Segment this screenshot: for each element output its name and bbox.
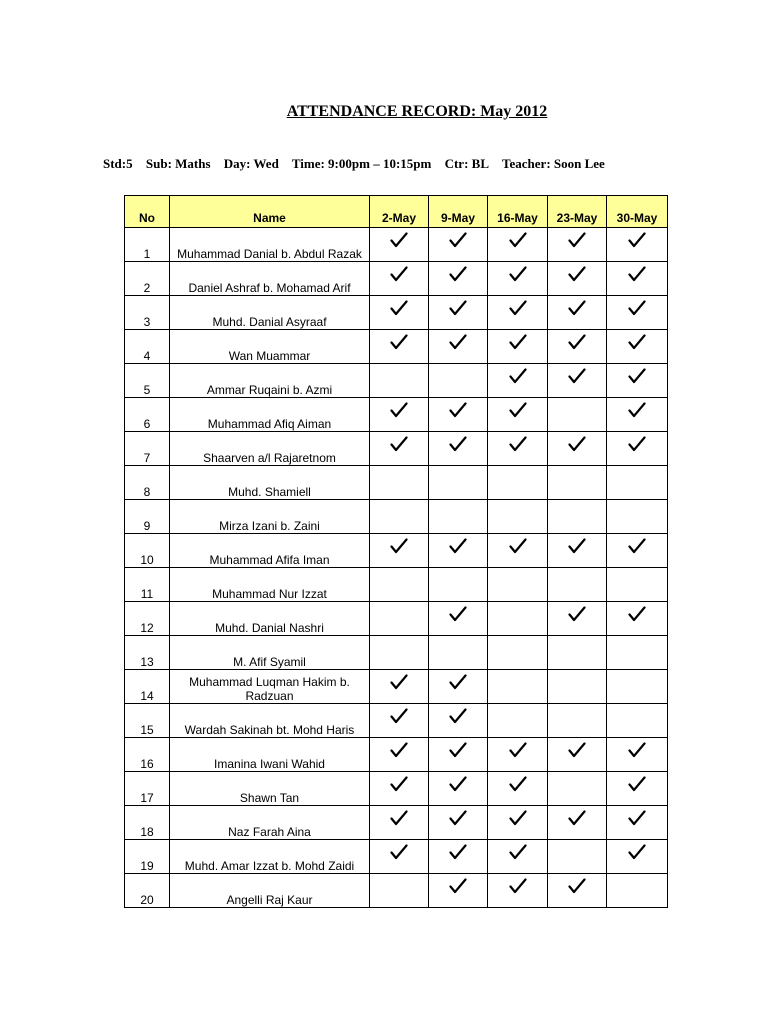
checkmark-icon — [509, 849, 527, 863]
table-row — [125, 500, 668, 534]
attendance-cell — [488, 568, 548, 602]
student-number: 18 — [125, 806, 170, 840]
attendance-cell — [548, 738, 607, 772]
attendance-cell — [548, 602, 607, 636]
checkmark-icon — [568, 611, 586, 625]
attendance-cell — [548, 228, 607, 262]
checkmark-icon — [628, 407, 646, 421]
attendance-table — [124, 195, 668, 908]
attendance-cell — [488, 398, 548, 432]
student-number: 9 — [125, 500, 170, 534]
attendance-cell — [607, 636, 668, 670]
attendance-cell — [607, 534, 668, 568]
attendance-cell — [370, 228, 429, 262]
student-name: Muhammad Afiq Aiman — [170, 398, 370, 432]
header-row — [125, 196, 668, 228]
attendance-cell — [607, 364, 668, 398]
attendance-cell — [370, 466, 429, 500]
student-number: 16 — [125, 738, 170, 772]
checkmark-icon — [568, 747, 586, 761]
student-name: Wardah Sakinah bt. Mohd Haris — [170, 704, 370, 738]
attendance-cell — [548, 534, 607, 568]
attendance-cell — [607, 432, 668, 466]
attendance-cell — [429, 636, 488, 670]
checkmark-icon — [449, 543, 467, 557]
student-name: Daniel Ashraf b. Mohamad Arif — [170, 262, 370, 296]
attendance-cell — [370, 704, 429, 738]
student-name: Shaarven a/l Rajaretnom — [170, 432, 370, 466]
checkmark-icon — [628, 441, 646, 455]
attendance-cell — [370, 772, 429, 806]
attendance-cell — [607, 296, 668, 330]
checkmark-icon — [509, 747, 527, 761]
attendance-cell — [607, 670, 668, 704]
header-30-may: 30-May — [607, 196, 668, 228]
attendance-cell — [488, 602, 548, 636]
student-number: 14 — [125, 670, 170, 704]
attendance-cell — [607, 602, 668, 636]
attendance-cell — [488, 262, 548, 296]
attendance-cell — [429, 398, 488, 432]
table-row — [125, 228, 668, 262]
attendance-cell — [488, 704, 548, 738]
checkmark-icon — [628, 747, 646, 761]
attendance-cell — [548, 398, 607, 432]
student-number: 20 — [125, 874, 170, 908]
attendance-cell — [607, 704, 668, 738]
student-name: Muhd. Danial Asyraaf — [170, 296, 370, 330]
checkmark-icon — [568, 305, 586, 319]
attendance-cell — [548, 772, 607, 806]
table-row — [125, 432, 668, 466]
checkmark-icon — [509, 373, 527, 387]
student-name: Ammar Ruqaini b. Azmi — [170, 364, 370, 398]
checkmark-icon — [390, 849, 408, 863]
attendance-cell — [429, 772, 488, 806]
table-row — [125, 636, 668, 670]
student-name: Shawn Tan — [170, 772, 370, 806]
attendance-cell — [488, 296, 548, 330]
attendance-cell — [548, 840, 607, 874]
checkmark-icon — [390, 713, 408, 727]
checkmark-icon — [509, 815, 527, 829]
checkmark-icon — [509, 781, 527, 795]
class-info-line — [103, 156, 667, 172]
teacher-label: Teacher: Soon Lee — [502, 156, 605, 171]
checkmark-icon — [568, 883, 586, 897]
checkmark-icon — [509, 883, 527, 897]
attendance-cell — [429, 874, 488, 908]
checkmark-icon — [390, 747, 408, 761]
student-number: 1 — [125, 228, 170, 262]
checkmark-icon — [509, 305, 527, 319]
checkmark-icon — [390, 407, 408, 421]
attendance-cell — [548, 364, 607, 398]
attendance-cell — [488, 636, 548, 670]
table-row — [125, 874, 668, 908]
attendance-cell — [429, 500, 488, 534]
attendance-cell — [429, 840, 488, 874]
checkmark-icon — [628, 611, 646, 625]
checkmark-icon — [568, 543, 586, 557]
student-number: 2 — [125, 262, 170, 296]
attendance-cell — [370, 534, 429, 568]
checkmark-icon — [390, 305, 408, 319]
attendance-cell — [429, 296, 488, 330]
attendance-cell — [429, 466, 488, 500]
attendance-cell — [488, 806, 548, 840]
checkmark-icon — [509, 237, 527, 251]
checkmark-icon — [449, 883, 467, 897]
attendance-cell — [548, 500, 607, 534]
attendance-cell — [488, 840, 548, 874]
attendance-cell — [548, 704, 607, 738]
attendance-cell — [429, 330, 488, 364]
attendance-cell — [607, 466, 668, 500]
attendance-cell — [607, 568, 668, 602]
checkmark-icon — [628, 237, 646, 251]
attendance-cell — [370, 840, 429, 874]
checkmark-icon — [449, 407, 467, 421]
attendance-cell — [548, 636, 607, 670]
attendance-cell — [488, 534, 548, 568]
attendance-cell — [370, 738, 429, 772]
checkmark-icon — [509, 543, 527, 557]
header-no: No — [125, 196, 170, 228]
checkmark-icon — [449, 815, 467, 829]
student-number: 5 — [125, 364, 170, 398]
attendance-cell — [607, 228, 668, 262]
attendance-cell — [607, 500, 668, 534]
checkmark-icon — [390, 679, 408, 693]
table-row — [125, 534, 668, 568]
attendance-cell — [370, 636, 429, 670]
checkmark-icon — [449, 271, 467, 285]
attendance-cell — [488, 228, 548, 262]
checkmark-icon — [509, 407, 527, 421]
student-name: Muhd. Amar Izzat b. Mohd Zaidi — [170, 840, 370, 874]
attendance-cell — [488, 364, 548, 398]
student-name: Muhammad Danial b. Abdul Razak — [170, 228, 370, 262]
attendance-cell — [488, 772, 548, 806]
attendance-cell — [548, 262, 607, 296]
attendance-cell — [607, 806, 668, 840]
student-number: 15 — [125, 704, 170, 738]
attendance-cell — [370, 806, 429, 840]
time-label: Time: 9:00pm – 10:15pm — [291, 156, 432, 171]
checkmark-icon — [390, 441, 408, 455]
student-number: 12 — [125, 602, 170, 636]
table-row — [125, 772, 668, 806]
checkmark-icon — [449, 611, 467, 625]
attendance-cell — [370, 874, 429, 908]
attendance-cell — [488, 670, 548, 704]
checkmark-icon — [390, 271, 408, 285]
checkmark-icon — [568, 441, 586, 455]
checkmark-icon — [449, 339, 467, 353]
attendance-cell — [370, 296, 429, 330]
attendance-cell — [548, 296, 607, 330]
checkmark-icon — [449, 747, 467, 761]
attendance-cell — [548, 466, 607, 500]
checkmark-icon — [390, 815, 408, 829]
attendance-cell — [370, 500, 429, 534]
table-row — [125, 466, 668, 500]
attendance-cell — [370, 602, 429, 636]
attendance-cell — [370, 364, 429, 398]
checkmark-icon — [509, 271, 527, 285]
student-name: Wan Muammar — [170, 330, 370, 364]
checkmark-icon — [568, 373, 586, 387]
header-2-may: 2-May — [370, 196, 429, 228]
checkmark-icon — [509, 441, 527, 455]
attendance-cell — [370, 262, 429, 296]
checkmark-icon — [449, 305, 467, 319]
checkmark-icon — [568, 815, 586, 829]
checkmark-icon — [628, 339, 646, 353]
attendance-cell — [548, 432, 607, 466]
checkmark-icon — [390, 543, 408, 557]
header-9-may: 9-May — [429, 196, 488, 228]
checkmark-icon — [449, 679, 467, 693]
student-name: Naz Farah Aina — [170, 806, 370, 840]
checkmark-icon — [449, 237, 467, 251]
table-row — [125, 262, 668, 296]
checkmark-icon — [568, 237, 586, 251]
student-name: Imanina Iwani Wahid — [170, 738, 370, 772]
attendance-cell — [548, 670, 607, 704]
attendance-cell — [370, 670, 429, 704]
table-row — [125, 738, 668, 772]
header-23-may: 23-May — [548, 196, 607, 228]
student-number: 3 — [125, 296, 170, 330]
attendance-cell — [429, 364, 488, 398]
attendance-cell — [607, 262, 668, 296]
student-name: Muhammad Afifa Iman — [170, 534, 370, 568]
checkmark-icon — [628, 373, 646, 387]
attendance-cell — [488, 500, 548, 534]
standard-label: Std:5 — [103, 156, 133, 171]
student-number: 7 — [125, 432, 170, 466]
checkmark-icon — [628, 849, 646, 863]
attendance-cell — [370, 432, 429, 466]
attendance-cell — [429, 228, 488, 262]
attendance-cell — [607, 330, 668, 364]
student-name: M. Afif Syamil — [170, 636, 370, 670]
attendance-cell — [607, 398, 668, 432]
page-title: ATTENDANCE RECORD: May 2012 — [286, 103, 548, 120]
student-number: 10 — [125, 534, 170, 568]
student-name: Angelli Raj Kaur — [170, 874, 370, 908]
checkmark-icon — [568, 339, 586, 353]
checkmark-icon — [509, 339, 527, 353]
attendance-cell — [429, 738, 488, 772]
centre-label: Ctr: BL — [444, 156, 490, 171]
attendance-cell — [370, 568, 429, 602]
student-name: Muhd. Danial Nashri — [170, 602, 370, 636]
checkmark-icon — [568, 271, 586, 285]
attendance-cell — [488, 738, 548, 772]
header-16-may: 16-May — [488, 196, 548, 228]
attendance-cell — [488, 330, 548, 364]
checkmark-icon — [449, 849, 467, 863]
table-row — [125, 840, 668, 874]
checkmark-icon — [628, 271, 646, 285]
checkmark-icon — [390, 237, 408, 251]
attendance-cell — [429, 806, 488, 840]
table-row — [125, 296, 668, 330]
student-number: 11 — [125, 568, 170, 602]
table-row — [125, 806, 668, 840]
attendance-cell — [429, 602, 488, 636]
table-row — [125, 568, 668, 602]
checkmark-icon — [628, 305, 646, 319]
student-number: 4 — [125, 330, 170, 364]
student-number: 6 — [125, 398, 170, 432]
attendance-cell — [607, 772, 668, 806]
table-row — [125, 704, 668, 738]
student-number: 17 — [125, 772, 170, 806]
attendance-cell — [548, 874, 607, 908]
attendance-cell — [429, 262, 488, 296]
attendance-cell — [548, 330, 607, 364]
checkmark-icon — [628, 781, 646, 795]
attendance-cell — [370, 398, 429, 432]
table-row — [125, 602, 668, 636]
checkmark-icon — [390, 339, 408, 353]
table-row — [125, 364, 668, 398]
subject-label: Sub: Maths — [145, 156, 211, 171]
checkmark-icon — [449, 441, 467, 455]
attendance-cell — [607, 840, 668, 874]
table-row — [125, 670, 668, 704]
checkmark-icon — [449, 781, 467, 795]
attendance-cell — [488, 874, 548, 908]
attendance-cell — [548, 568, 607, 602]
attendance-cell — [607, 874, 668, 908]
header-name: Name — [170, 196, 370, 228]
table-row — [125, 398, 668, 432]
attendance-cell — [429, 670, 488, 704]
attendance-cell — [429, 704, 488, 738]
student-number: 19 — [125, 840, 170, 874]
attendance-cell — [429, 432, 488, 466]
attendance-cell — [607, 738, 668, 772]
attendance-cell — [488, 466, 548, 500]
day-label: Day: Wed — [223, 156, 279, 171]
student-name: Muhd. Shamiell — [170, 466, 370, 500]
table-row — [125, 330, 668, 364]
checkmark-icon — [449, 713, 467, 727]
student-name: Muhammad Nur Izzat — [170, 568, 370, 602]
checkmark-icon — [390, 781, 408, 795]
attendance-cell — [370, 330, 429, 364]
attendance-cell — [548, 806, 607, 840]
checkmark-icon — [628, 543, 646, 557]
student-name: Mirza Izani b. Zaini — [170, 500, 370, 534]
attendance-cell — [429, 534, 488, 568]
student-name: Muhammad Luqman Hakim b. Radzuan — [170, 670, 370, 704]
attendance-cell — [429, 568, 488, 602]
student-number: 13 — [125, 636, 170, 670]
checkmark-icon — [628, 815, 646, 829]
attendance-cell — [488, 432, 548, 466]
student-number: 8 — [125, 466, 170, 500]
